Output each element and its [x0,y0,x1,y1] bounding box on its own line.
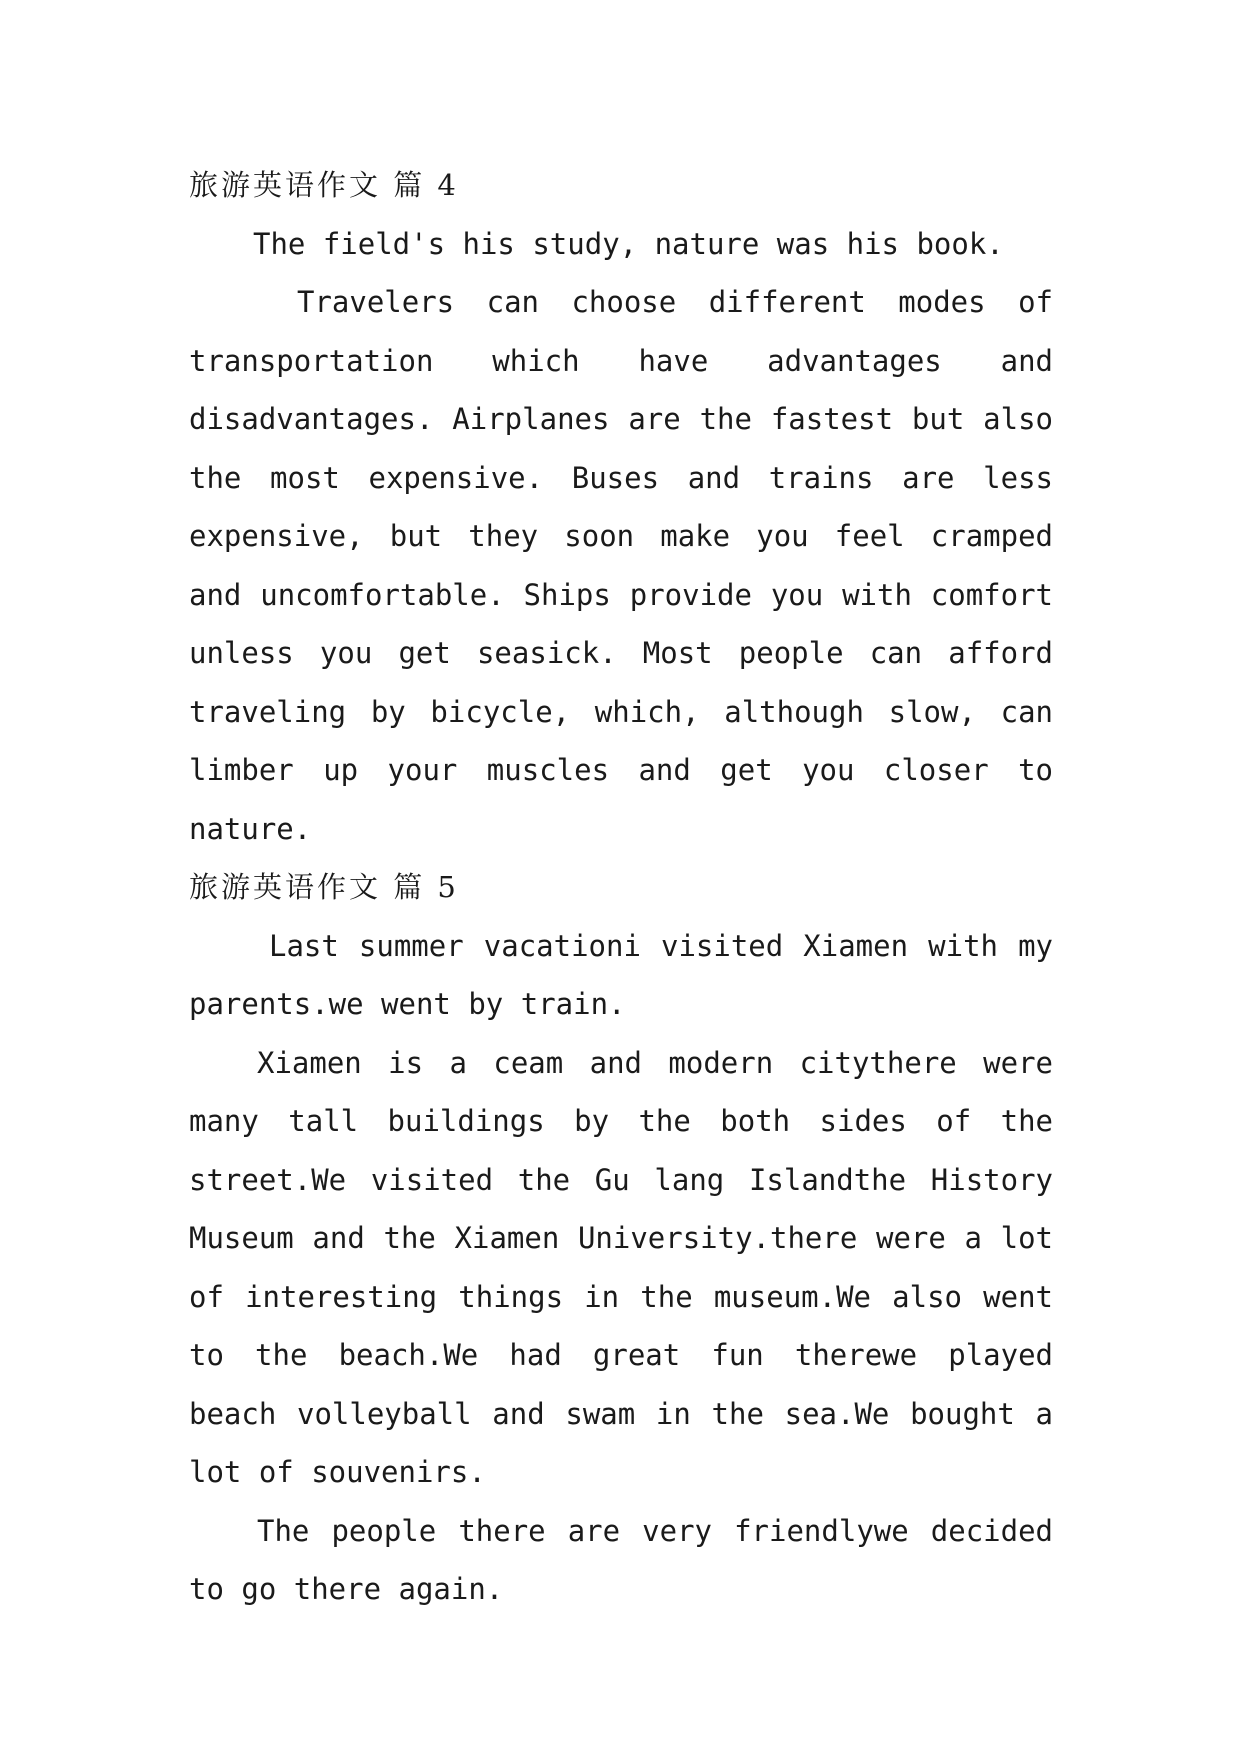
paragraph-transportation: Travelers can choose different modes of transportation which have advantages and disadvantages. Airplanes are the fastest but also the most expensive. Buses and trains are less expensive, but they soon make you feel cramped and uncomfortable. Ships provide you with comfort unless you get seasick. Most people can afford traveling by bicycle, which, although slow, can limber up your muscles and get you closer to nature. [189,285,1053,846]
paragraph-summer-vacation: Last summer vacationi visited Xiamen with my parents.we went by train. [189,928,1053,1021]
section-heading-5: 旅游英语作文 篇 5 [189,870,459,904]
paragraph-xiamen: Xiamen is a ceam and modern citythere were many tall buildings by the both sides of the street.We visited the Gu lang Islandthe History Museum and the Xiamen University.there were a lot of interesting things in the museum.We also went to the beach.We had great fun therewe played beach volleyball and swam in the sea.We bought a lot of souvenirs. [189,1045,1053,1489]
section-heading-4: 旅游英语作文 篇 4 [189,168,459,202]
paragraph-friendly-people: The people there are very friendlywe decided to go there again. [189,1513,1053,1606]
paragraph-quote: The field's his study, nature was his book. [253,226,1004,261]
document-page [189,156,1053,1619]
